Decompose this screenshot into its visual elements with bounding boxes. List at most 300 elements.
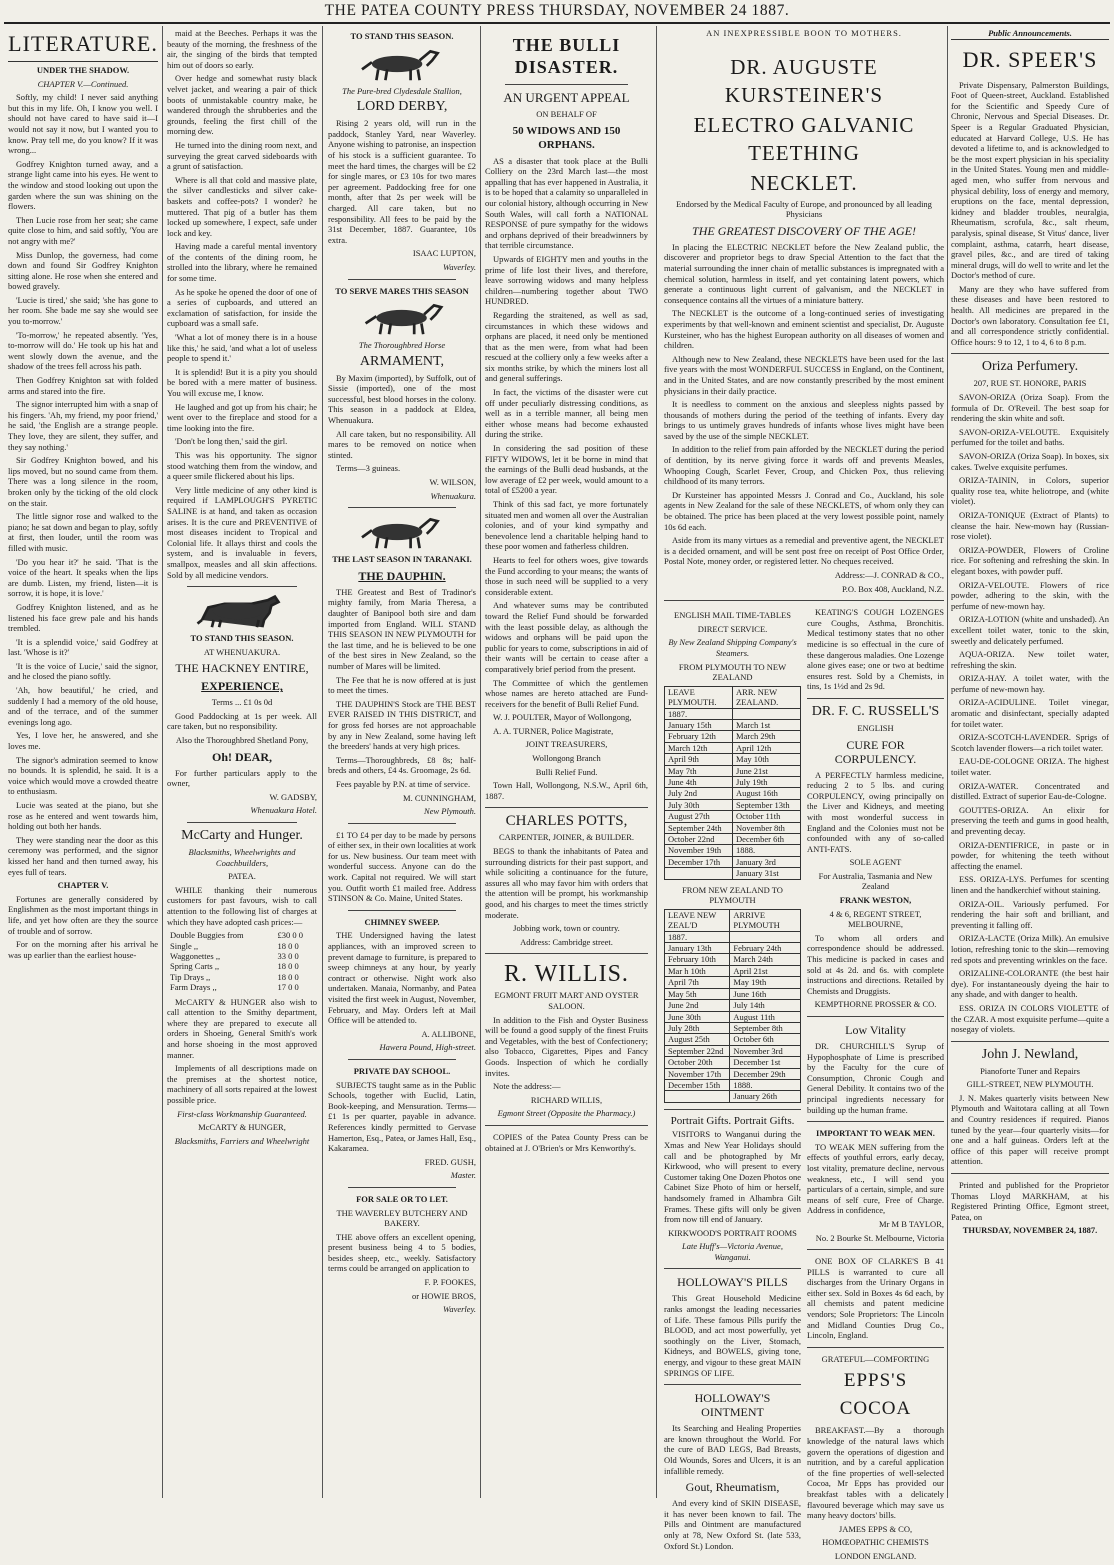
willis-place: Egmont Street (Opposite the Pharmacy.) (497, 1108, 636, 1119)
pony-title: Also the Thoroughbred Shetland Pony, (175, 735, 309, 746)
story-paragraph: The signor's admiration seemed to know no bounds. It is splendid, he said. It is a voice which would move a crowded theatre to enthusiasm. (8, 754, 158, 797)
separator (485, 807, 648, 808)
story-paragraph: 'To-morrow,' he repeated absently. 'Yes, to-morrow will do.' He took up his hat and went slowly down the avenue, and the shadow of the trees fell across his path. (8, 329, 158, 372)
table-cell: Spring Carts ,, (170, 961, 220, 972)
willis-address-note: Note the address:— (493, 1081, 561, 1092)
oriza-item: ESS. ORIZA IN COLORS VIOLETTE of the CZAR. A most exquisite perfume—quite a nosegay of violets. (951, 1002, 1109, 1035)
from-new-zealand: FROM NEW ZEALAND TO PLYMOUTH (682, 884, 783, 906)
table-cell: Double Buggies from (170, 930, 244, 941)
bulli-paragraph: AS a disaster that took place at the Bulli Colliery on the 23rd March last—the most appalling that has ever happened in Australia, it is to be hoped that a calamity so unparalleled in our colonial history, although occurring in New South Wales, will call forth a NATIONAL RESPONSE of pure sympathy for the widows and orphans deprived of their breadwinners by that terrible circumstance. (485, 155, 648, 251)
vitality-title: Low Vitality (845, 1023, 906, 1037)
story-paragraph: Where is all that cold and massive plate, the silver candlesticks and silver cake-baskets and coffee-pots? I wonder? he muttered. That pig of a butler has them locked up somewhere, I expect, safe under lock and key. (167, 174, 317, 238)
chapter-heading-2: CHAPTER V. (57, 880, 109, 891)
imprint-date: THURSDAY, NOVEMBER 24, 1887. (962, 1225, 1098, 1236)
oriza-item: ORIZA-WATER. Concentrated and distilled. Extract of superior Eau-de-Cologne. (951, 780, 1109, 802)
table-row (665, 777, 801, 788)
table-cell: Mar h 10th (665, 965, 730, 976)
story-paragraph: 'Ah, how beautiful,' he cried, and suddenly I had a memory of the old house, and of the terrace, and of the summer evenings long ago. (8, 685, 158, 727)
bulli-sig-2: A. A. TURNER, Police Magistrate, (493, 725, 614, 736)
school-heading: PRIVATE DAY SCHOOL. (353, 1065, 451, 1076)
table-cell: September 8th (730, 1022, 801, 1033)
table-row (665, 1022, 801, 1033)
necklet-endorsement: Endorsed by the Medical Faculty of Europe, and pronounced by all leading Physicians (676, 198, 932, 220)
story-paragraph: Sir Godfrey Knighton bowed, and his lips moved, but no sound came from them. There was a long silence in the room, broken only by the ticking of the old clock on the stair. (8, 455, 158, 508)
potts-line: Jobbing work, town or country. (513, 923, 620, 934)
table-header: ARRIVE PLYMOUTH (730, 909, 801, 931)
oriza-item: SAVON-ORIZA (Oriza Soap). From the formula of Dr. O'Reveil. The best soap for rendering the skin white and soft. (951, 392, 1109, 424)
speer-text: Private Dispensary, Palmerston Buildings, Foot of Queen-street, Auckland. Established for the Scientific and Speedy Cure of Chronic, Nervous and Special Diseases. Dr. Speer is a Regular Graduated Physician, educated at Harvard College, U.S. He has devoted a lifetime to, and is acknowledged to be the most expert physician in his speciality in the United States. Young men and middle-aged men, who suffer from nervous and physical debility, loss of energy and memory, eruptions on the face, mental depression, kidney and bladder troubles, neuralgia, Rheumatism, scrofula, &c., salt rheum, paralysis, spinal disease, St Vitus' dance, liver complaint, asthma, catarrh, heart disease, gravel piles, &c., and are tired of taking mineral drugs, will do well to write and let the Doctor's method of cure. (951, 79, 1109, 281)
mail-column (664, 607, 801, 1564)
mail-sub-1: DIRECT SERVICE. (697, 623, 768, 634)
sale-owner-2: or HOWIE BROS, (412, 1290, 476, 1301)
mccarty-title: McCarty and Hunger. (181, 828, 303, 844)
oriza-item: ESS. ORIZA-LYS. Perfumes for scenting linen and the handkerchief without staining. (951, 874, 1109, 895)
table-cell: Single ,, (170, 940, 199, 951)
column-divider (947, 26, 948, 1498)
hackney-terms: Terms ... £1 0s 0d (211, 697, 273, 708)
oriza-item: ORIZA-TONIQUE (Extract of Plants) to cleanse the hair. New-mown hay (Russian-rose violet). (951, 509, 1109, 542)
price-row (167, 951, 317, 961)
story-paragraphs (8, 92, 158, 877)
column-three (328, 28, 476, 1500)
table-cell: January 31st (733, 868, 801, 879)
table-cell: January 13th (665, 943, 730, 954)
oriza-list (951, 392, 1109, 1035)
bulli-behalf: ON BEHALF OF (536, 109, 597, 119)
separator (348, 279, 456, 280)
stallion-owner: ISAAC LUPTON, (412, 248, 476, 259)
announcements-header: Public Announcements. (951, 28, 1109, 40)
column-four (485, 28, 648, 1500)
story-paragraph: 'What a lot of money there is in a house like this,' he said, 'and what a lot of useless people to spend it.' (167, 332, 317, 364)
epps-place: LONDON ENGLAND. (834, 1550, 917, 1561)
table-cell: May 19th (730, 977, 801, 988)
russell-agent-3: FRANK WESTON, (839, 895, 912, 906)
sale-owner: F. P. FOOKES, (424, 1277, 476, 1288)
keating-notice: KEATING'S COUGH LOZENGES cure Coughs, Asthma, Bronchitis. Medical testimony states that no other medicine is so effectual in the cure of these dangerous maladies. One Lozenge alone gives ease; one or two at bedtime ensures rest. Sold by a Chemists, in tins, 1s 1½d and 2s 9d. (807, 607, 944, 692)
oriza-item: ORIZA-POWDER, Flowers of Croline rice. For softening and refreshing the skin. In elegant boxes, with powder puff. (951, 544, 1109, 576)
dauphin-owner: M. CUNNINGHAM, (403, 792, 476, 803)
oriza-item: ORIZA-OIL. Variously perfumed. For rendering the hair soft and brilliant, and preventing it falling off. (951, 898, 1109, 930)
horse-illustration-icon (335, 300, 468, 336)
table-cell: April 12th (733, 742, 801, 753)
table-cell: September 22nd (665, 1045, 730, 1056)
story-paragraph: Fortunes are generally considered by Englishmen as the most important things in life, and yet how often are they the source of trouble and of sorrow. (8, 893, 158, 936)
sale-heading: FOR SALE OR TO LET. (356, 1193, 448, 1204)
potts-title: CHARLES POTTS, (505, 813, 628, 830)
story-paragraph: Then Lucie rose from her seat; she came quite close to him, and said softly, 'You are not angry with me?' (8, 214, 158, 246)
table-cell: October 22nd (665, 834, 733, 845)
table-cell: January 15th (665, 719, 733, 730)
table-cell: September 24th (665, 822, 733, 833)
holloway-pills-text: This Great Household Medicine ranks amongst the leading necessaries of Life. These famous Pills purify the BLOOD, and act most powerfully, yet soothingly on the Liver, Stomach, Kidneys, and BOWELS, giving tone, energy, and vigour to these great MAIN SPRINGS OF LIFE. (664, 1293, 801, 1378)
speer-title: DR. SPEER'S (962, 46, 1098, 72)
table-row (665, 765, 801, 776)
table-cell: August 25th (665, 1034, 730, 1045)
table-cell: 17 0 0 (277, 982, 299, 993)
table-cell: March 29th (733, 731, 801, 742)
price-row (167, 972, 317, 982)
horse2-owner: W. WILSON, (429, 477, 476, 488)
table-cell (665, 868, 733, 879)
story-paragraph: Having made a careful mental inventory of the contents of the dining room, he strolled into the library, where he remained for some time. (167, 241, 317, 284)
story-paragraph: Miss Dunlop, the governess, had come down and found Sir Godfrey Knighton sitting alone. He rose when she entered and bowed gravely. (8, 249, 158, 292)
table-cell: November 3rd (730, 1045, 801, 1056)
bulli-sig-5: Bulli Relief Fund. (535, 766, 598, 777)
necklet-address-2: P.O. Box 408, Auckland, N.Z. (842, 583, 944, 594)
pony-name: Oh! DEAR, (211, 749, 272, 764)
holloway-ointment-title: HOLLOWAY'S OINTMENT (694, 1391, 771, 1420)
school-owner: FRED. GUSH, (424, 1156, 476, 1167)
table-cell: September 13th (733, 799, 801, 810)
russell-title: DR. F. C. RUSSELL'S (811, 703, 940, 719)
story-paragraph: Godfrey Knighton turned away, and a strange light came into his eyes. He went to the window and stood looking out upon the garden where the sun was shining on the flowers. (8, 158, 158, 212)
table-row (665, 1034, 801, 1045)
separator (187, 586, 297, 587)
separator (807, 1121, 944, 1122)
chapter-heading: CHAPTER V.—Continued. (37, 78, 129, 89)
separator (485, 1125, 648, 1126)
sale-subtitle: THE WAVERLEY BUTCHERY AND BAKERY. (336, 1207, 468, 1229)
dauphin-terms: Terms—Thoroughbreds, £8 8s; half-breds and others, £4 4s. Groomage, 2s 6d. (328, 754, 476, 776)
gout-title: Gout, Rheumatism, (685, 1480, 780, 1495)
oriza-item: ORIZA-VELOUTE. Flowers of rice powder, adhering to the skin, with the perfume of new-mown hay. (951, 579, 1109, 611)
potts-subtitle: CARPENTER, JOINER, & BUILDER. (498, 832, 635, 843)
last-season-heading: THE LAST SEASON IN TARANAKI. (332, 554, 472, 565)
willis-title: R. WILLIS. (504, 961, 629, 988)
horse2-description: The Thoroughbred Horse (358, 340, 446, 351)
newland-title: John J. Newland, (981, 1046, 1079, 1062)
table-row (665, 834, 801, 845)
table-cell (730, 931, 801, 942)
table-cell: March 24th (730, 954, 801, 965)
lamplough-notice: Very little medicine of any other kind is required if LAMPLOUGH'S PYRETIC SALINE is at hand, and taken as occasion arises. It is the cure and PREVENTIVE of most diseases incident to Tropical and Colonial life. It allays thirst and cools the system, and is invaluable in fevers, smallpox, measles and all skin affections. Sold by all medicine vendors. (167, 484, 317, 580)
oriza-address: 207, RUE ST. HONORE, PARIS (973, 378, 1087, 389)
column-divider (322, 26, 323, 1498)
mail-table-1 (664, 686, 801, 880)
separator (348, 1187, 456, 1188)
stallion-name: LORD DERBY, (356, 99, 448, 115)
from-plymouth: FROM PLYMOUTH TO NEW ZEALAND (678, 661, 787, 683)
horse-illustration-icon (335, 46, 468, 82)
table-row (665, 822, 801, 833)
table-cell: June 21st (733, 765, 801, 776)
price-row (167, 982, 317, 992)
table-cell: June 2nd (665, 1000, 730, 1011)
separator (664, 600, 944, 601)
potts-address: Address: Cambridge street. (520, 936, 613, 947)
dauphin-text-2: THE DAUPHIN'S Stock are THE BEST EVER RAISED IN THIS DISTRICT, and for gross fed horses are not approachable by any in New Zealand, some having left the breeders' hands at very high prices. (328, 698, 476, 752)
newland-subtitle: Pianoforte Tuner and Repairs (980, 1065, 1080, 1076)
bulli-paragraph: Regarding the straitened, as well as sad, circumstances in which these widows and orphans are placed, it need only be mentioned that as the men were, from what had been rescued at the colliery only a few weeks after a six months strike, by which the miners lost all and general sufferings. (485, 309, 648, 384)
separator (348, 1059, 456, 1060)
table-cell: August 16th (733, 788, 801, 799)
bulli-paragraph: The Committee of which the gentlemen whose names are hereto attached are Fund-receivers for the benefit of Bulli Relief Fund. (485, 677, 648, 709)
table-cell: Waggonettes ,, (170, 951, 221, 961)
stallion-description: The Pure-bred Clydesdale Stallion, (342, 85, 462, 96)
table-cell: January 3rd (733, 856, 801, 867)
dauphin-text: THE Greatest and Best of Tradinor's mighty family, from Maria Theresa, a daughter of Banipool both sire and dam imported from England. WILL STAND THIS SEASON IN NEW PLYMOUTH for the last time, and he is believed to be one of the best sires in New Zealand, so the number of Mares will be limited. (328, 586, 476, 671)
mccarty-trade: Blacksmiths, Farriers and Wheelwright (174, 1135, 310, 1146)
table-cell: July 30th (665, 799, 733, 810)
story-paragraph: 'Do you hear it?' he said. 'That is the voice of the heart. It speaks when the lips are dumb. Listen, my friend, listen—it is sorrow, it is hope, it is love.' (8, 556, 158, 599)
table-cell: October 6th (730, 1034, 801, 1045)
table-row (665, 1000, 801, 1011)
table-cell: February 12th (665, 731, 733, 742)
mccarty-signature: McCARTY & HUNGER, (198, 1122, 286, 1133)
necklet-paragraph: In placing the ELECTRIC NECKLET before the New Zealand public, the discoverer and proprietor begs to draw Special Attention to the fact that the material surrounding the inner chain of metallic substances is impregnated with a chemical solution, harmless in itself, and yet containing latent powers, which generate a continuous light current of galvanism, and the NECKLET in consequence contains all the virtues of a miniature battery. (664, 241, 944, 305)
stand-heading: TO STAND THIS SEASON. (350, 31, 454, 41)
bulli-paragraph: In considering the sad position of these FIFTY WIDOWS, let it be borne in mind that the earnings of the Bulli dead husbands, at the low average of £2 per week, would amount to a total of £5200 a year. (485, 443, 648, 496)
table-cell: December 15th (665, 1079, 730, 1090)
necklet-title-2: ELECTRO GALVANIC TEETHING (693, 112, 915, 165)
portrait-place: Late Huff's—Victoria Avenue, Wanganui. (682, 1241, 783, 1262)
newland-place: GILL-STREET, NEW PLYMOUTH. (966, 1079, 1094, 1090)
table-cell: April 21st (730, 965, 801, 976)
table-cell (733, 708, 801, 719)
willis-name: RICHARD WILLIS, (530, 1094, 603, 1105)
separator (807, 1016, 944, 1017)
necklet-paragraphs (664, 242, 944, 567)
bulli-paragraph: Upwards of EIGHTY men and youths in the prime of life lost their lives, and therefore, leave sorrowing widows and many helpless children—numbering together about TWO HUNDRED. (485, 253, 648, 307)
column-literature (8, 28, 158, 1500)
bulli-paragraphs (485, 156, 648, 710)
sale-place: Waverley. (443, 1304, 476, 1315)
story-paragraph: Over hedge and somewhat rusty black velvet jacket, and wearing a pair of thick boots of unmistakable country make, he wandered through the shrubberies and the grounds, feeling the first chill of the morning dew. (167, 73, 317, 137)
necklet-paragraph: Aside from its many virtues as a remedial and preventive agent, the NECKLET is a decided ornament, and will be sent post free on receipt of Post Office Order, Postal Note, money order, or registered letter. No cheques received. (664, 535, 944, 567)
oriza-item: ORIZA-LACTE (Oriza Milk). An emulsive lotion, refreshing tonic to the skin—removing red spots and preventing wrinkles on the face. (951, 933, 1109, 965)
portrait-heading: Portrait Gifts. Portrait Gifts. (670, 1114, 795, 1127)
price-row (167, 961, 317, 971)
separator (664, 1109, 801, 1110)
table-cell: July 14th (730, 1000, 801, 1011)
table-cell: 18 0 0 (277, 961, 299, 972)
table-row (665, 856, 801, 867)
necklet-paragraph: Although new to New Zealand, these NECKLETS have been used for the last five years with the most WONDERFUL SUCCESS in England, on the Continent, and in the United States, and are now constantly prescribed by the most eminent physicians in their daily practice. (664, 353, 944, 396)
oriza-item: ORIZA-TAININ, in Colors, superior quality rose tea, white heliotrope, and (white violet). (951, 475, 1109, 507)
table-row (665, 1091, 801, 1102)
necklet-address: Address:—J. CONRAD & CO., (834, 570, 944, 580)
bulli-paragraph: Hearts to feel for others woes, give towards the Fund according to your means; the wants of those in such need will be supplied to a very considerable extent. (485, 554, 648, 597)
table-cell: 1887. (665, 931, 730, 942)
stand-heading: TO STAND THIS SEASON. (190, 633, 294, 644)
epps-signature: JAMES EPPS & CO, (838, 1523, 913, 1534)
table-row (665, 1068, 801, 1079)
willis-subtitle: EGMONT FRUIT MART AND OYSTER SALOON. (494, 990, 639, 1011)
masthead-rule (4, 22, 1110, 24)
epps-signature-2: HOMŒOPATHIC CHEMISTS (822, 1537, 929, 1548)
separator (664, 1384, 801, 1385)
school-role: Master. (450, 1170, 476, 1181)
necklet-paragraph: In addition to the relief from pain afforded by the NECKLET during the period of dentition, by its nerve giving force it wards off and prevents Measles, Whooping Cough, Scarlet Fever, Croup, and Chicken Pox, thus relieving childhood of its many terrors. (664, 444, 944, 487)
table-cell: June 4th (665, 777, 733, 788)
money-notice: £1 TO £4 per day to be made by persons of either sex, in their own localities at work for us. New business. Our team meet with wonderful success. Anyone can do the work. Capital not required. We will start you. Outfit worth £1 mailed free. Address STINSON & Co. Maine, United States. (328, 829, 476, 904)
stallion-place: Waverley. (443, 261, 476, 272)
table-cell: November 17th (665, 1068, 730, 1079)
russell-cure: CURE FOR CORPULENCY. (834, 737, 917, 766)
table-row (665, 1045, 801, 1056)
table-cell: June 16th (730, 988, 801, 999)
horse2-text: By Maxim (imported), by Suffolk, out of Sissie (imported), one of the most successful, best blood horses in the colony. This season in a paddock at Eldea, Whenuakura. (328, 372, 476, 426)
oriza-item: ORIZA-SCOTCH-LAVENDER. Sprigs of Scotch lavender flowers—a rich toilet water. (951, 732, 1109, 753)
separator (348, 910, 456, 911)
table-row (665, 1079, 801, 1090)
dauphin-place: New Plymouth. (424, 806, 476, 817)
table-cell: November 8th (733, 822, 801, 833)
oriza-item: SAVON-ORIZA (Oriza Soap). In boxes, six cakes. Twelve exquisite perfumes. (951, 451, 1109, 472)
school-text: SUBJECTS taught same as in the Public Schools, together with Euclid, Latin, Book-keeping, and Mensuration. Terms—£1 1s per quarter, payable in advance. References kindly permitted to Gervase Hamerton, Esq., Patea, or James Hall, Esq., Kakaramea. (328, 1079, 477, 1154)
bulli-paragraph: And whatever sums may be contributed toward the Relief Fund should be forwarded with the least possible delay, as although the widows and orphans will be paid upon the public for years to come, subscriptions in aid of their wants will be certain to cease after a comparatively brief period from the present. (485, 600, 648, 674)
story-paragraph: He turned into the dining room next, and surveying the great carved sideboards with a grunt of satisfaction. (167, 139, 317, 172)
epps-text: BREAKFAST.—By a thorough knowledge of the natural laws which govern the operations of digestion and nutrition, and by a careful application of the fine properties of well-selected Cocoa, Mr Epps has provided our breakfast tables with a delicately flavoured beverage which may save us many heavy doctors' bills. (807, 1425, 944, 1521)
table-cell: April 7th (665, 977, 730, 988)
oriza-item: ORIZA-ACIDULINE. Toilet vinegar, aromatic and disinfectant, specially adapted for toilet water. (951, 697, 1109, 729)
story-paragraph: For on the morning after his arrival he was up earlier than the earliest house- (8, 939, 158, 960)
separator (485, 953, 648, 954)
table-cell: May 5th (665, 988, 730, 999)
hackney-note: Good Paddocking at 1s per week. All care taken, but no responsibility. (167, 710, 317, 732)
table-cell: October 11th (733, 811, 801, 822)
willis-text: In addition to the Fish and Oyster Business will be found a good supply of the finest Fruits and Vegetables, with the best of Confectionery; also Tobacco, Cigarettes, Pipes and Fancy Goods. Inspection of which he cordially invites. (485, 1014, 648, 1078)
table-cell: March 1st (733, 719, 801, 730)
price-row (167, 930, 317, 940)
separator (505, 84, 628, 85)
lower-grid (664, 607, 944, 1564)
story-paragraph: As he spoke he opened the door of one of a series of cupboards, and uttered an exclamation of satisfaction, for inside the cupboard was a small safe. (167, 286, 317, 329)
story-paragraph: This was his opportunity. The signor stood watching them from the window, and a queer smile flickered about his lips. (167, 449, 317, 482)
remedies-column (807, 607, 944, 1564)
weak-text: TO WEAK MEN suffering from the effects of youthful errors, early decay, lost vitality, premature decline, nervous weakness, etc., I will send you particulars of a certain, simple, and sure means of self cure, Free of Charge. Address in confidence, (807, 1141, 944, 1216)
table-cell: December 17th (665, 856, 733, 867)
story-paragraph: 'It is the voice of Lucie,' said the signor, and he closed the piano softly. (8, 660, 158, 682)
table-row (665, 943, 801, 954)
copies-notice: COPIES of the Patea County Press can be obtained at J. O'Brien's or Mrs Kenworthy's. (485, 1131, 648, 1153)
horse-illustration-icon (175, 593, 310, 629)
table-cell: Tip Drays ,, (170, 971, 211, 982)
table-cell: February 10th (665, 954, 730, 965)
pony-owner: W. GADSBY, (269, 791, 317, 802)
story-continued (167, 28, 317, 482)
table-cell: May 10th (733, 754, 801, 765)
epps-title: EPPS'S COCOA (839, 1370, 912, 1420)
weak-address: No. 2 Bourke St. Melbourne, Victoria (815, 1232, 944, 1243)
table-row (665, 1057, 801, 1068)
sale-text: THE above offers an excellent opening, present business being 4 to 5 bodies, besides sheep, etc., weekly. Satisfactory terms could be arranged on application to (328, 1231, 476, 1274)
kempthorne: KEMPTHORNE PROSSER & CO. (814, 999, 937, 1010)
dauphin-name: THE DAUPHIN. (358, 568, 446, 583)
table-cell (665, 1091, 730, 1102)
table-row (665, 811, 801, 822)
oriza-item: ORIZA-LOTION (white and unshaded). An excellent toilet water, tonic to the skin, sweetly and delicately perfumed. (951, 614, 1109, 646)
oriza-item: ORIZA-HAY. A toilet water, with the perfume of new-mown hay. (951, 673, 1109, 694)
table-row (665, 742, 801, 753)
bulli-sig-place: Town Hall, Wollongong, N.S.W., April 6th, 1887. (485, 780, 648, 801)
necklet-discovery: THE GREATEST DISCOVERY OF THE AGE! (692, 223, 916, 238)
portrait-text: VISITORS to Wanganui during the Xmas and New Year Holidays should call and be photographed by Mr Kirkwood, who will present to every Customer taking One Dozen Photos one Cabinet Size Photo of him or herself, handsomely framed in Alhambra Gilt Frames. These gifts will only be given from now till end of January. (664, 1129, 801, 1225)
russell-text: A PERFECTLY harmless medicine, reducing 2 to 5 lbs. and curing CORPULENCY, owing principally on the Liver and Kidneys, and meeting with most wonderful success in England and the Colonies must not be confounded with any of so-called ANTI-FATS. (807, 769, 944, 854)
necklet-paragraph: The NECKLET is the outcome of a long-continued series of investigating experiments by that well-known and eminent scientist and specialist, Dr. Auguste Kursteiner, who has the highest European authority on all diseases of women and children. (664, 308, 944, 351)
oriza-item: EAU-DE-COLOGNE ORIZA. The highest toilet water. (951, 756, 1109, 778)
table-row (665, 731, 801, 742)
mail-table-2 (664, 909, 801, 1103)
bulli-appeal: AN URGENT APPEAL (503, 90, 630, 105)
table-row (665, 977, 801, 988)
necklet-paragraph: Dr Kursteiner has appointed Messrs J. Conrad and Co., Auckland, his sole agents in New Zealand for the sale of these NECKLETS, of whom only they can be obtained. The price has been placed at the very lowest possible point, namely 10s 6d each. (664, 489, 944, 532)
price-table (167, 930, 317, 992)
table-cell: December 6th (733, 834, 801, 845)
dauphin-fee: The Fee that he is now offered at is just to meet the times. (328, 674, 476, 696)
table-cell: August 11th (730, 1011, 801, 1022)
table-row (665, 1011, 801, 1022)
story-paragraph: Yes, I love her, he answered, and she loves me. (8, 730, 158, 752)
table-cell: December 29th (730, 1068, 801, 1079)
table-cell: November 19th (665, 845, 733, 856)
table-cell: May 7th (665, 765, 733, 776)
literature-title: LITERATURE. (8, 30, 158, 62)
separator (348, 823, 456, 824)
column-divider (656, 26, 657, 1498)
mail-heading: ENGLISH MAIL TIME-TABLES (674, 610, 791, 621)
story-paragraph: They were standing near the door as this ceremony was performed, and the signor kissed her hand and then turned away, his eyes full of tears. (8, 834, 158, 877)
horse-illustration-icon (335, 514, 468, 550)
column-divider (162, 26, 163, 1498)
holloway-ointment-text: Its Searching and Healing Properties are known throughout the World. For the cure of BAD LEGS, Bad Breasts, Old Wounds, Sores and Ulcers, it is an infallible remedy. (664, 1423, 801, 1476)
gout-text: And every kind of SKIN DISEASE, it has never been known to fail. The Pills and Ointment are manufactured only at 78, New Oxford St. (late 533, Oxford St.) London. (664, 1498, 801, 1551)
sweep-owner: A. ALLIBONE, (421, 1028, 476, 1039)
table-row (665, 788, 801, 799)
oriza-title: Oriza Perfumery. (981, 359, 1079, 375)
table-cell: June 30th (665, 1011, 730, 1022)
horse2-care: All care taken, but no responsibility. All mares to be removed on notice when stinted. (328, 428, 476, 460)
bulli-paragraph: Think of this sad fact, ye more fortunately situated men and women all over the Australian colonies, and of your kind sympathy and benevolence lend a charitable helping hand to these poor women and fatherless children. (485, 499, 648, 552)
table-cell: December 1st (730, 1057, 801, 1068)
separator (807, 1347, 944, 1348)
table-cell: 18 0 0 (277, 971, 299, 982)
stand-place: AT WHENUAKURA. (203, 646, 281, 657)
pony-place: Whenuakura Hotel. (250, 805, 317, 816)
mccarty-text-2: McCARTY & HUNGER also wish to call attention to the Smithy department, where they are prepared to execute all orders in Shoeing, General Smith's work and horse shoeing in the most approved manner. (167, 996, 317, 1060)
table-cell: 1888. (733, 845, 801, 856)
table-row (665, 845, 801, 856)
table-row (665, 965, 801, 976)
table-row (665, 799, 801, 810)
table-cell: July 19th (733, 777, 801, 788)
table-header: ARR. NEW ZEALAND. (733, 686, 801, 708)
speer-text-2: Many are they who have suffered from these diseases and have been restored to health. All medicines are prepared in the Doctor's own laboratory. Consultation fee £1, and all correspondence strictly confidential. Office hours: 9 to 12, 1 to 4, 6 to 8 p.m. (951, 283, 1109, 347)
story-paragraph: 'It is a splendid voice,' said Godfrey at last. 'Whose is it?' (8, 636, 158, 658)
table-row (665, 954, 801, 965)
table-cell: February 24th (730, 943, 801, 954)
hackney-name: EXPERIENCE, (201, 679, 283, 694)
story-paragraphs-2 (8, 894, 158, 961)
table-cell: October 20th (665, 1057, 730, 1068)
sweep-text: THE Undersigned having the latest appliances, with an improved screen to prevent damage to furniture, is prepared to sweep chimneys at any hour, by yearly contract or otherwise. Night work also undertaken. Manaia, Normanby, and Patea visited the first week in August, November, February, and May. Orders left at Mail Office will be attended to. (328, 930, 476, 1026)
table-header: LEAVE PLYMOUTH. (665, 686, 733, 708)
separator (951, 353, 1109, 354)
mccarty-text: WHILE thanking their numerous customers for past favours, wish to call attention to the following list of charges at which they have adopted cash prices:— (167, 884, 317, 927)
separator (187, 822, 297, 823)
table-header: LEAVE NEW ZEAL'D (665, 909, 730, 931)
weak-heading: IMPORTANT TO WEAK MEN. (816, 1128, 935, 1139)
story-paragraph: maid at the Beeches. Perhaps it was the beauty of the morning, the freshness of the air, the singing of the birds that tempted him out of doors so early. (167, 28, 317, 70)
table-cell: July 28th (665, 1022, 730, 1033)
mccarty-subtitle: Blacksmiths, Wheelwrights and Coachbuilders, (188, 847, 296, 868)
mail-sub-2: By New Zealand Shipping Company's Steamers. (668, 637, 797, 658)
sweep-place: Hawera Pound, High-street. (379, 1042, 476, 1053)
bulli-widows: 50 WIDOWS AND 150 ORPHANS. (512, 124, 621, 151)
table-row (665, 988, 801, 999)
hackney-title: THE HACKNEY ENTIRE, (175, 661, 309, 676)
